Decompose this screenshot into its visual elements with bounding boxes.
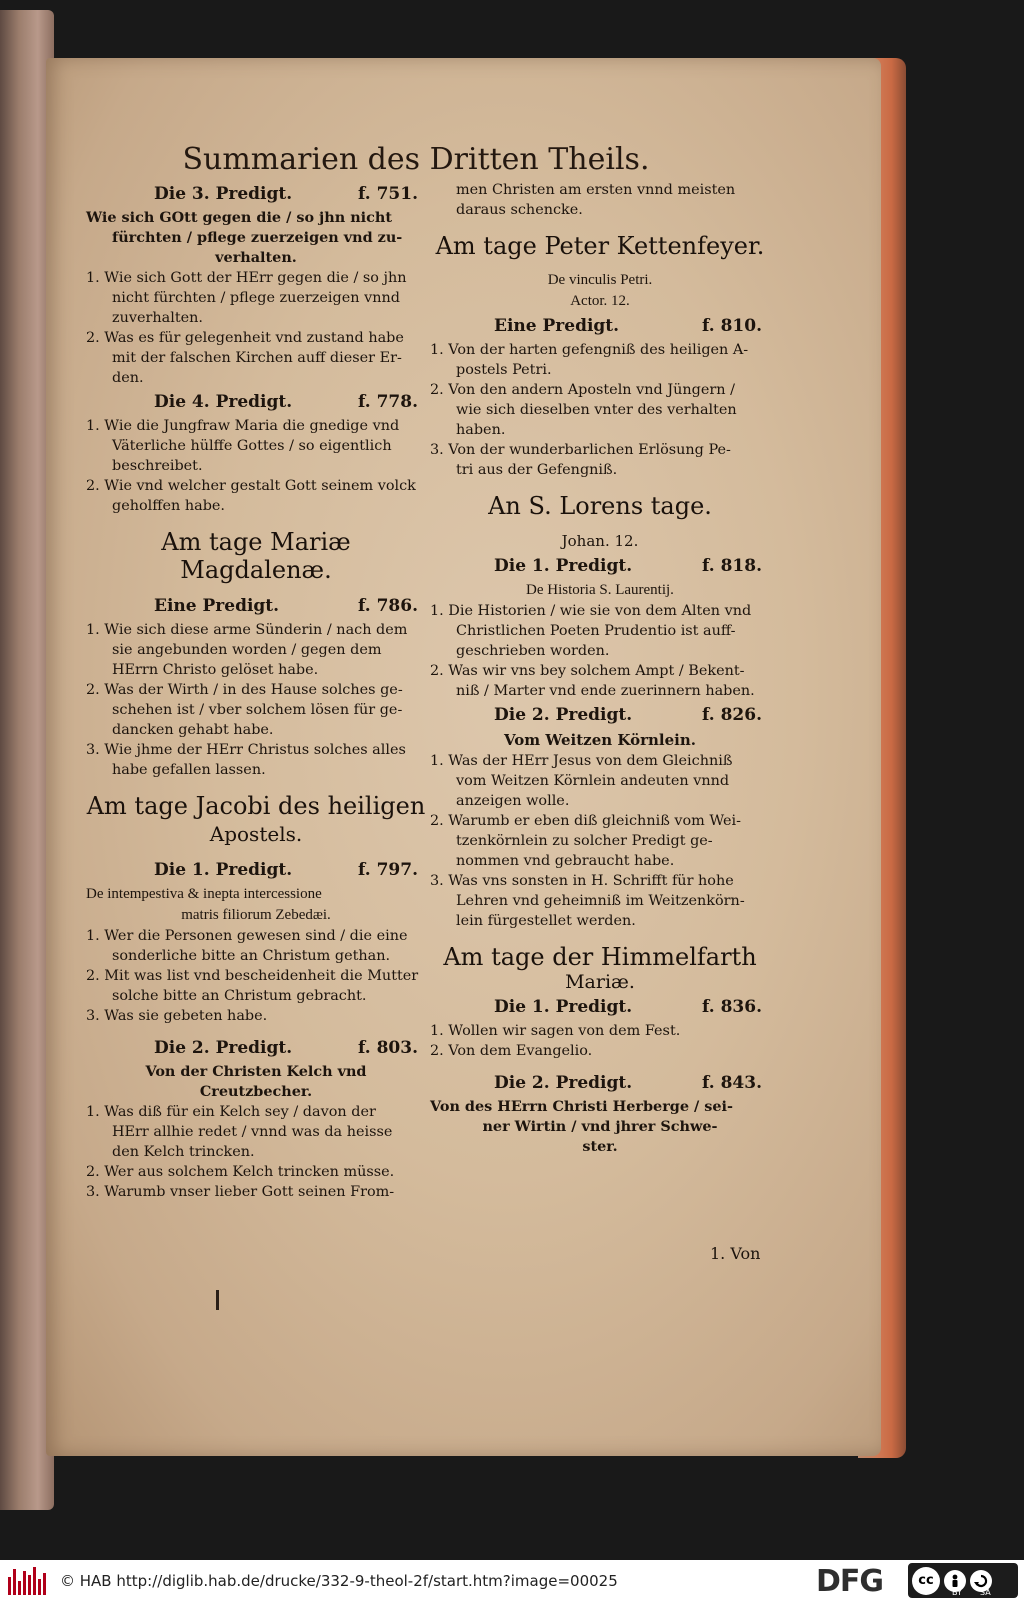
list-item: 1. Wie die Jungfraw Maria die gnedige vnd [86, 418, 400, 434]
sermon-subject: ster. [582, 1138, 618, 1155]
source-url-link[interactable]: © HAB http://diglib.hab.de/drucke/332-9-theol-2f/start.htm?image=00025 [60, 1571, 618, 1590]
sermon-heading: Die 1. Predigt. f. 836. [494, 997, 762, 1017]
cc-icon: cc [912, 1567, 940, 1595]
list-item: 2. Mit was list vnd bescheidenheit die Mutter [86, 968, 419, 984]
list-item: 2. Was es für gelegenheit vnd zustand habe [86, 330, 404, 346]
sermon-subject: fürchten / pflege zuerzeigen vnd zu- [112, 229, 403, 246]
list-item: 2. Was der Wirth / in des Hause solches ge- [86, 682, 403, 698]
by-label: BY [952, 1588, 962, 1597]
list-item: 1. Wie sich Gott der HErr gegen die / so jhn [86, 270, 407, 286]
sermon-subject: Von des HErrn Christi Herberge / sei- [430, 1098, 733, 1115]
list-item: habe gefallen lassen. [112, 762, 266, 778]
list-item: sie angebunden worden / gegen dem [112, 642, 382, 658]
list-item: 1. Wie sich diese arme Sünderin / nach dem [86, 622, 408, 638]
viewer-footer [0, 1560, 1024, 1601]
list-item: zuverhalten. [112, 310, 203, 326]
list-item: 2. Wie vnd welcher gestalt Gott seinem volck [86, 478, 416, 494]
list-item: 1. Wollen wir sagen von dem Fest. [430, 1023, 681, 1039]
page-title: Summarien des Dritten Theils. [182, 142, 650, 177]
list-item: geschrieben worden. [456, 643, 610, 659]
list-item: lein fürgestellet werden. [456, 913, 636, 929]
sermon-heading: Die 2. Predigt. f. 843. [494, 1073, 762, 1093]
list-item: Christlichen Poeten Prudentio ist auff- [456, 623, 736, 639]
sermon-heading: Die 4. Predigt. f. 778. [154, 392, 418, 412]
sa-label: SA [980, 1588, 991, 1597]
sermon-subject: ner Wirtin / vnd jhrer Schwe- [482, 1118, 718, 1135]
latin-subject: matris filiorum Zebedæi. [181, 907, 331, 923]
sermon-heading: Die 2. Predigt. f. 826. [494, 705, 762, 725]
sermon-subject: verhalten. [215, 249, 297, 266]
list-item: postels Petri. [456, 362, 552, 378]
list-item: wie sich dieselben vnter des verhalten [456, 402, 737, 418]
list-item: 3. Von der wunderbarlichen Erlösung Pe- [430, 442, 731, 458]
cc-license-badge[interactable] [908, 1563, 1018, 1598]
latin-subject: De intempestiva & inepta intercessione [86, 886, 322, 902]
feast-heading: Am tage der Himmelfarth [443, 943, 757, 971]
list-item: schehen ist / vber solchem lösen für ge- [112, 702, 403, 718]
list-item: 1. Von der harten gefengniß des heiligen A- [430, 342, 749, 358]
continuation-text: men Christen am ersten vnnd meisten [456, 182, 736, 198]
feast-heading: Am tage Jacobi des heiligen [86, 792, 426, 820]
list-item: HErrn Christo gelöset habe. [112, 662, 319, 678]
list-item: tri aus der Gefengniß. [456, 462, 618, 478]
list-item: sonderliche bitte an Christum gethan. [112, 948, 391, 964]
list-item: 3. Was sie gebeten habe. [86, 1008, 268, 1024]
list-item: 1. Wer die Personen gewesen sind / die eine [86, 928, 408, 944]
hab-logo-icon[interactable] [8, 1567, 46, 1595]
sermon-subject: Von der Christen Kelch vnd [145, 1063, 367, 1080]
sermon-subject: Wie sich GOtt gegen die / so jhn nicht [86, 209, 392, 226]
sermon-subject: Creutzbecher. [199, 1083, 313, 1100]
list-item: tzenkörnlein zu solcher Predigt ge- [456, 833, 713, 849]
feast-heading: Am tage Mariæ Magdalenæ. [161, 528, 351, 584]
list-item: 2. Wer aus solchem Kelch trincken müsse. [86, 1164, 395, 1180]
list-item: 1. Was der HErr Jesus von dem Gleichniß [430, 753, 733, 769]
sermon-heading: Die 3. Predigt. f. 751. [154, 184, 418, 204]
list-item: vom Weitzen Körnlein andeuten vnnd [456, 773, 730, 789]
list-item: beschreibet. [112, 458, 203, 474]
latin-subject: De Historia S. Laurentij. [526, 582, 674, 598]
list-item: 3. Was vns sonsten in H. Schrifft für hohe [430, 873, 734, 889]
list-item: 2. Von dem Evangelio. [430, 1043, 593, 1059]
sermon-subject: Vom Weitzen Körnlein. [504, 731, 696, 749]
list-item: den. [112, 370, 144, 386]
list-item: mit der falschen Kirchen auff dieser Er- [112, 350, 402, 366]
feast-heading: Apostels. [209, 822, 303, 846]
list-item: den Kelch trincken. [112, 1144, 255, 1160]
catchword: 1. Von [710, 1244, 761, 1263]
list-item: haben. [456, 422, 506, 438]
list-item: niß / Marter vnd ende zuerinnern haben. [456, 683, 755, 699]
sermon-heading: Eine Predigt. f. 810. [494, 316, 762, 336]
list-item: nicht fürchten / pflege zuerzeigen vnnd [112, 290, 400, 306]
latin-reference: De vinculis Petri. [547, 272, 653, 288]
list-item: 2. Warumb er eben diß gleichniß vom Wei- [430, 813, 741, 829]
continuation-text: daraus schencke. [456, 202, 583, 218]
sermon-heading: Die 2. Predigt. f. 803. [154, 1038, 418, 1058]
list-item: 2. Von den andern Aposteln vnd Jüngern / [430, 382, 735, 398]
right-column [430, 180, 770, 1157]
list-item: 1. Was diß für ein Kelch sey / davon der [86, 1104, 376, 1120]
list-item: HErr allhie redet / vnnd was da heisse [112, 1124, 393, 1140]
dfg-logo[interactable]: DFG [816, 1564, 884, 1599]
feast-heading: Am tage Peter Kettenfeyer. [435, 232, 765, 260]
sermon-heading: Die 1. Predigt. f. 818. [494, 556, 762, 576]
list-item: Lehren vnd geheimniß im Weitzenkörn- [456, 893, 745, 909]
sermon-heading: Eine Predigt. f. 786. [154, 596, 418, 616]
list-item: solche bitte an Christum gebracht. [112, 988, 367, 1004]
list-item: 3. Wie jhme der HErr Christus solches alles [86, 742, 406, 758]
ink-mark [216, 1290, 219, 1310]
scripture-reference: Actor. 12. [570, 293, 630, 309]
list-item: anzeigen wolle. [456, 793, 570, 809]
list-item: 2. Was wir vns bey solchem Ampt / Bekent- [430, 663, 745, 679]
list-item: 3. Warumb vnser lieber Gott seinen From- [86, 1184, 395, 1200]
list-item: Väterliche hülffe Gottes / so eigentlich [112, 438, 392, 454]
sermon-heading: Die 1. Predigt. f. 797. [154, 860, 418, 880]
list-item: geholffen habe. [112, 498, 225, 514]
feast-heading: Mariæ. [565, 971, 635, 993]
list-item: nommen vnd gebraucht habe. [456, 853, 675, 869]
list-item: dancken gehabt habe. [112, 722, 274, 738]
feast-heading: An S. Lorens tage. [488, 492, 712, 520]
left-column [86, 180, 426, 1202]
list-item: 1. Die Historien / wie sie von dem Alten vnd [430, 603, 752, 619]
scripture-reference: Johan. 12. [561, 532, 639, 550]
